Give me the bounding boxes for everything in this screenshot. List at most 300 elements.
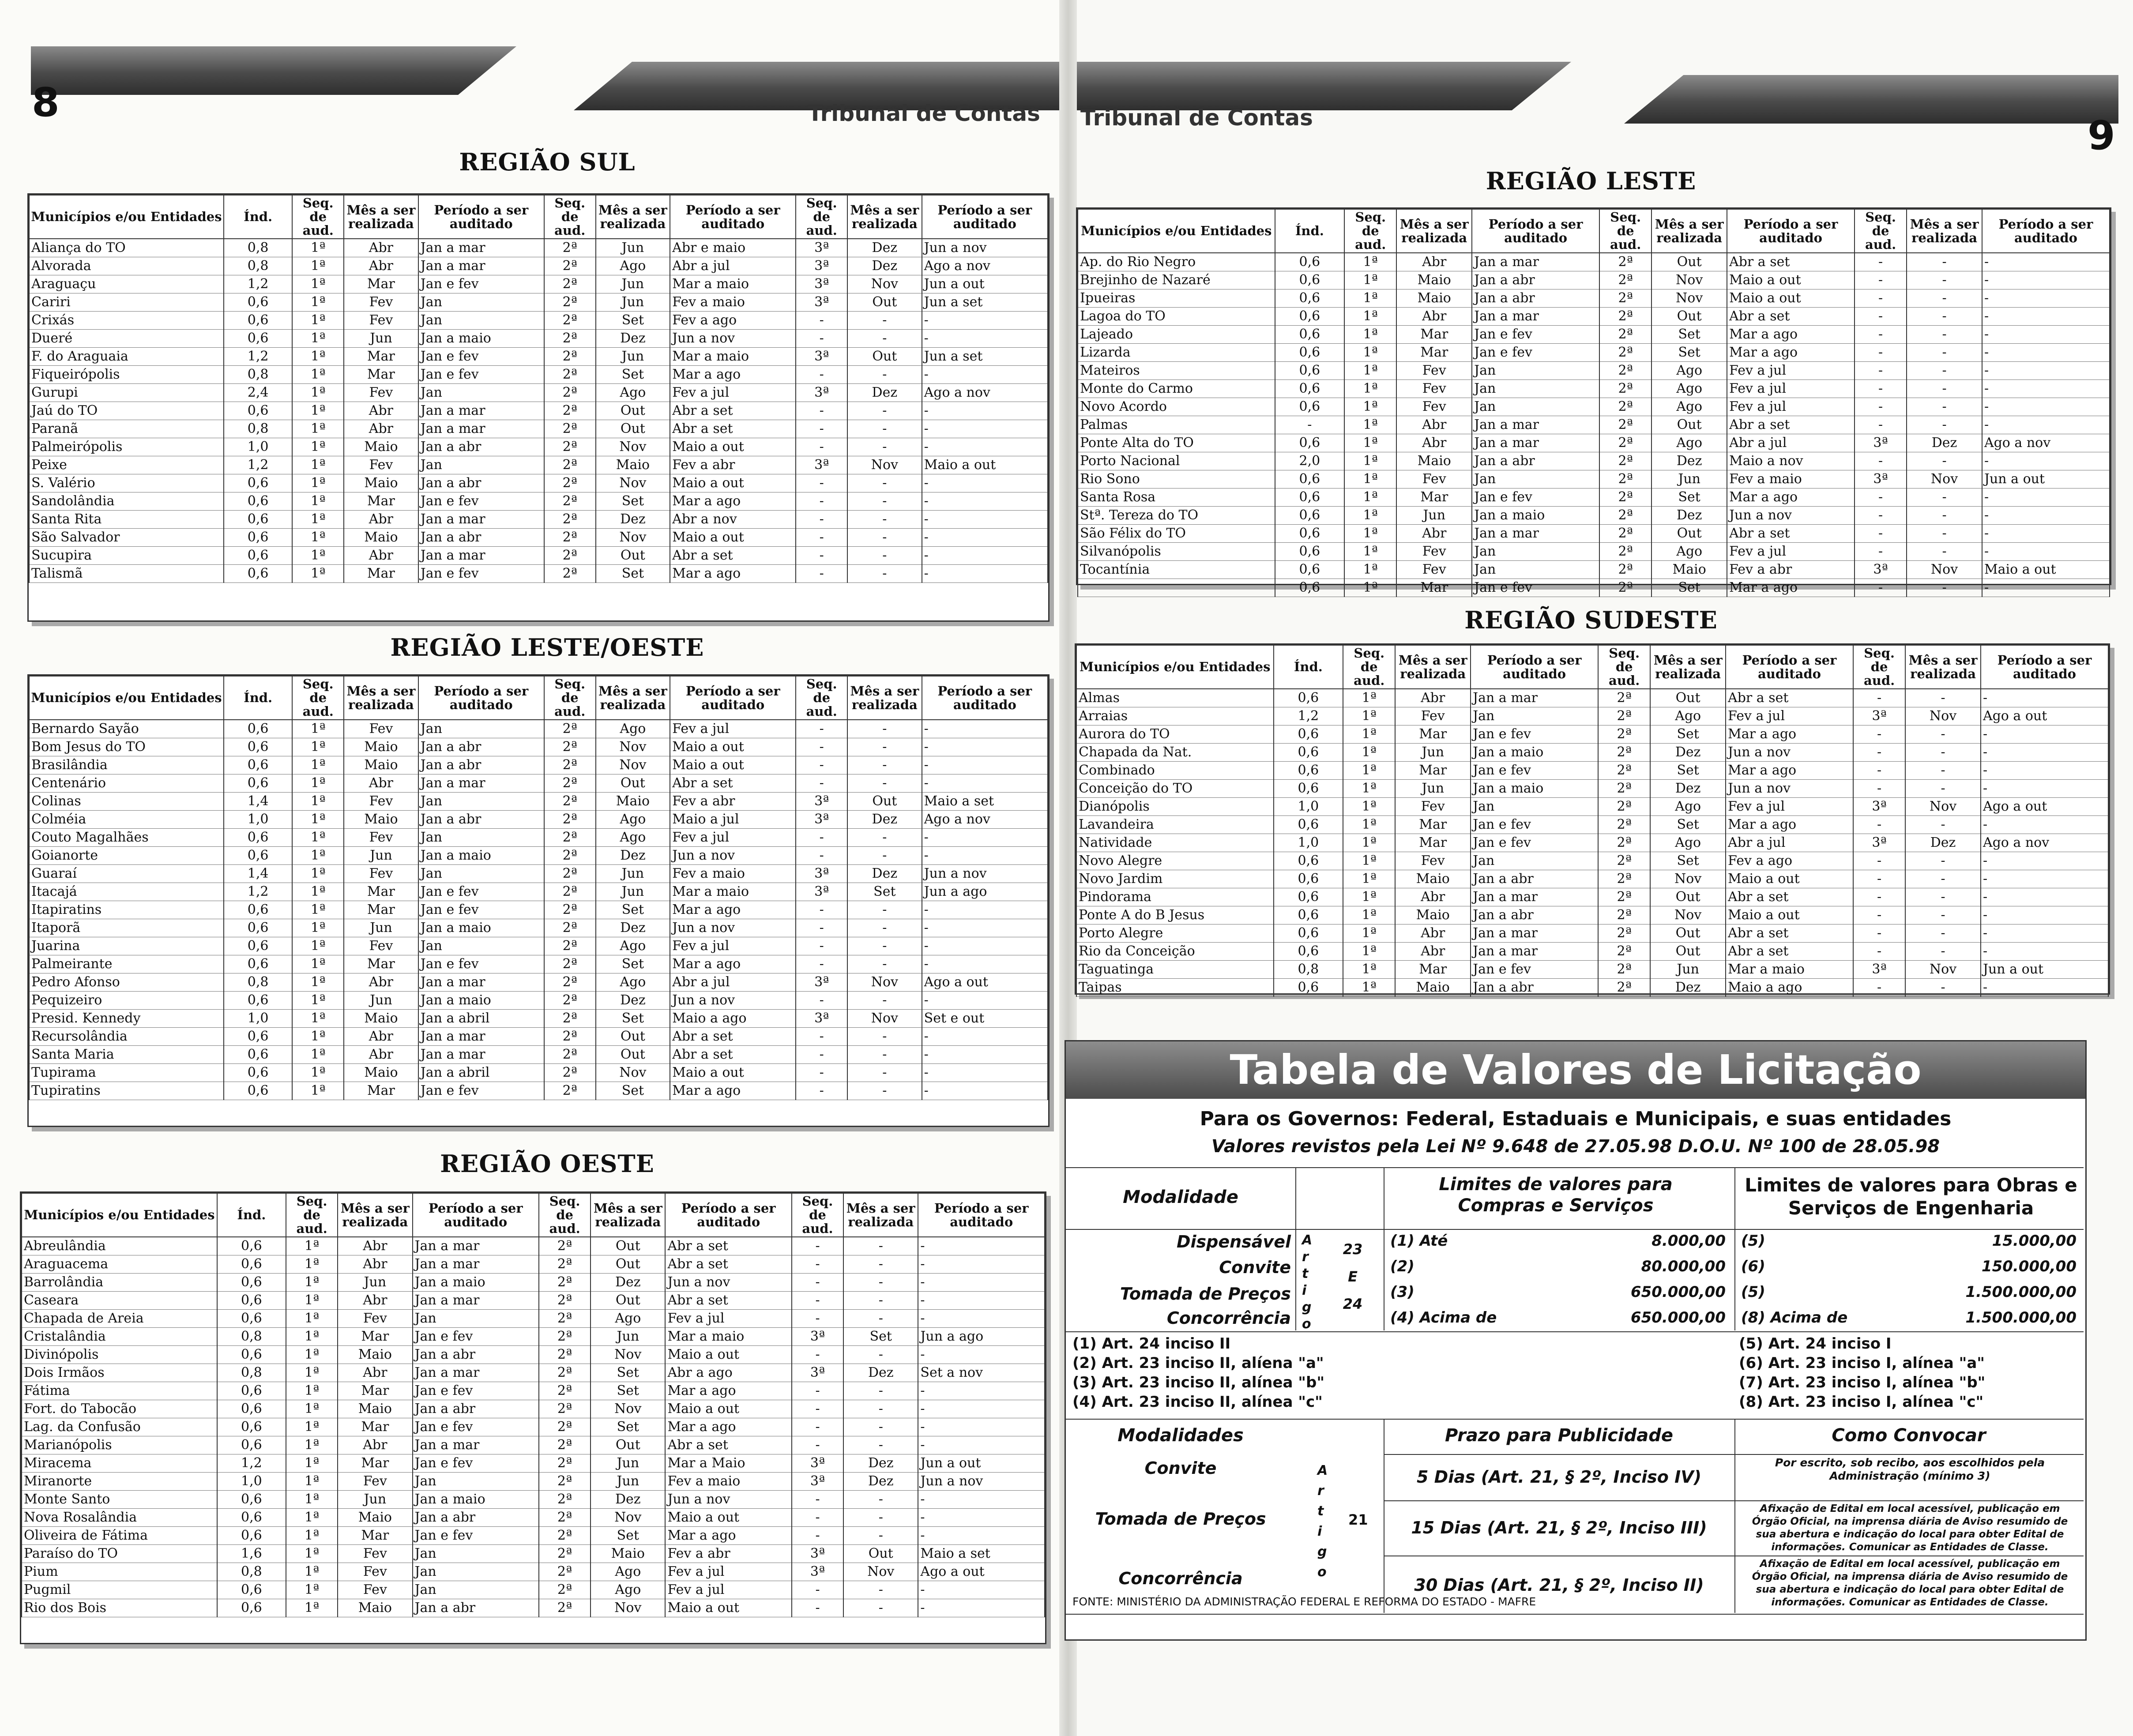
- table-row: [29, 239, 1048, 257]
- table-cell: Maio: [1395, 870, 1471, 888]
- table-cell: -: [796, 720, 847, 738]
- table-cell: São Salvador: [29, 529, 224, 547]
- table-row: [1076, 870, 2108, 888]
- table-cell: Ago a nov: [922, 257, 1048, 275]
- table-cell: Dez: [591, 1274, 665, 1292]
- table-row: [29, 1046, 1048, 1064]
- table-cell: Abr a set: [665, 1436, 791, 1454]
- table-cell: Abr a set: [1727, 416, 1855, 434]
- table-cell: Abr: [1395, 943, 1471, 961]
- table-cell: Nov: [596, 1064, 670, 1082]
- table-cell: Maio a out: [670, 1064, 796, 1082]
- table-cell: Maio a out: [670, 738, 796, 756]
- column-header-seq: Seq. de aud.: [1343, 645, 1395, 689]
- table-cell: Dez: [1650, 979, 1726, 997]
- table-cell: Jan a mar: [1472, 308, 1599, 326]
- table-cell: 1ª: [292, 992, 344, 1010]
- table-cell: Mar: [338, 1382, 412, 1400]
- table-cell: -: [1853, 762, 1905, 780]
- table-cell: Porto Alegre: [1076, 924, 1274, 943]
- table-cell: -: [1853, 870, 1905, 888]
- lic-artigo-2: A r t i g o: [1317, 1463, 1328, 1580]
- table-cell: Lavandeira: [1076, 816, 1274, 834]
- table-cell: Jun a nov: [665, 1274, 791, 1292]
- column-header-mes: Mês a ser realizada: [338, 1193, 412, 1237]
- table-cell: 1ª: [292, 239, 344, 257]
- table-cell: São Félix do TO: [1078, 525, 1275, 543]
- table-cell: Nov: [1650, 906, 1726, 924]
- table-cell: Combinado: [1076, 762, 1274, 780]
- table-cell: 1ª: [292, 937, 344, 955]
- table-cell: 1ª: [292, 1082, 344, 1100]
- table-cell: -: [922, 919, 1048, 937]
- table-row: [1078, 398, 2110, 416]
- table-cell: Set: [596, 565, 670, 583]
- table-cell: Fev a ago: [670, 312, 796, 330]
- table-cell: Lajeado: [1078, 326, 1275, 344]
- table-cell: 2ª: [544, 529, 596, 547]
- table-cell: Jun a nov: [922, 865, 1048, 883]
- table-cell: Jan a abr: [1471, 870, 1598, 888]
- table-cell: Marianópolis: [22, 1436, 217, 1454]
- table-cell: 2ª: [539, 1454, 591, 1473]
- table-cell: Ago: [1650, 834, 1726, 852]
- table-cell: 1,6: [217, 1545, 286, 1563]
- table-cell: 2ª: [544, 257, 596, 275]
- table-row: [1076, 798, 2108, 816]
- table-cell: 0,6: [1275, 579, 1345, 597]
- table-cell: -: [1905, 979, 1981, 997]
- table-cell: Cristalândia: [22, 1328, 217, 1346]
- table-cell: Jan e fev: [418, 901, 544, 919]
- table-row: [29, 955, 1048, 973]
- column-header-ind: Índ.: [224, 676, 293, 720]
- column-header-periodo: Período a ser auditado: [1727, 209, 1855, 253]
- table-cell: 2ª: [544, 420, 596, 438]
- table-row: [1078, 452, 2110, 470]
- table-cell: 1ª: [292, 901, 344, 919]
- compras-value: 80.000,00: [1641, 1258, 1726, 1275]
- table-cell: -: [922, 529, 1048, 547]
- table-cell: -: [796, 1046, 847, 1064]
- table-cell: Out: [591, 1436, 665, 1454]
- table-cell: Dez: [1650, 744, 1726, 762]
- table-row: [22, 1418, 1045, 1436]
- lic-convocar-tomada: Afixação de Edital em local acessível, publicação em Órgão Oficial, na imprensa diária de Aviso resumido de sua abertura e indicação do local para obter Edital de informações. Comunicar as Entidades de Classe.: [1752, 1503, 2068, 1553]
- table-cell: Jan a abril: [418, 1064, 544, 1082]
- table-cell: -: [1982, 271, 2110, 289]
- table-cell: Jan: [418, 720, 544, 738]
- column-header-seq: Seq. de aud.: [792, 1193, 843, 1237]
- table-row: [1078, 289, 2110, 308]
- table-cell: 2ª: [539, 1274, 591, 1292]
- table-cell: Fev: [344, 937, 418, 955]
- table-cell: Abr a set: [1727, 308, 1855, 326]
- lic-prazo-convite: 5 Dias (Art. 21, § 2º, Inciso IV): [1417, 1467, 1701, 1487]
- table-cell: Abr a set: [1726, 943, 1853, 961]
- table-cell: -: [1907, 380, 1982, 398]
- table-cell: -: [922, 511, 1048, 529]
- table-cell: 0,6: [217, 1310, 286, 1328]
- table-cell: Maio: [344, 756, 418, 774]
- table-cell: 1ª: [286, 1473, 338, 1491]
- table-cell: 0,6: [217, 1436, 286, 1454]
- table-cell: 0,6: [1275, 507, 1345, 525]
- table-cell: -: [796, 330, 847, 348]
- table-cell: 0,6: [1275, 470, 1345, 488]
- table-cell: -: [922, 1064, 1048, 1082]
- table-cell: 1ª: [1343, 744, 1395, 762]
- table-cell: Mar: [344, 565, 418, 583]
- table-cell: 1ª: [1344, 362, 1396, 380]
- table-cell: Set: [596, 366, 670, 384]
- column-header-municipio: Municípios e/ou Entidades: [22, 1193, 217, 1237]
- table-cell: 2ª: [544, 438, 596, 456]
- column-header-ind: Índ.: [1275, 209, 1345, 253]
- lic-col-obras: Limites de valores para Obras e Serviços de Engenharia: [1745, 1174, 2077, 1219]
- table-cell: Rio da Conceição: [1076, 943, 1274, 961]
- table-cell: -: [1855, 579, 1907, 597]
- table-cell: [1078, 579, 1275, 597]
- region-title-sul: REGIÃO SUL: [459, 148, 636, 176]
- table-cell: 0,6: [224, 1046, 293, 1064]
- table-cell: -: [918, 1581, 1045, 1599]
- table-cell: 1ª: [1344, 470, 1396, 488]
- table-cell: Mar: [1396, 326, 1472, 344]
- table-row: [29, 811, 1048, 829]
- table-cell: Jan a abr: [418, 756, 544, 774]
- table-cell: -: [1907, 543, 1982, 561]
- table-cell: Dez: [591, 1491, 665, 1509]
- table-cell: Jun: [591, 1473, 665, 1491]
- table-cell: -: [1853, 816, 1905, 834]
- table-cell: 2ª: [539, 1237, 591, 1255]
- table-cell: -: [847, 1046, 922, 1064]
- table-cell: Mar a ago: [1727, 326, 1855, 344]
- table-cell: -: [847, 1082, 922, 1100]
- table-cell: 1ª: [1343, 725, 1395, 744]
- table-cell: Fev a abr: [670, 456, 796, 474]
- table-cell: Fátima: [22, 1382, 217, 1400]
- lic-concorrencia-label: Concorrência: [1118, 1569, 1243, 1588]
- table-row: [29, 456, 1048, 474]
- table-cell: -: [922, 492, 1048, 511]
- table-cell: Palmeirante: [29, 955, 224, 973]
- table-cell: 1ª: [286, 1310, 338, 1328]
- table-cell: -: [847, 919, 922, 937]
- table-cell: Jun: [596, 293, 670, 312]
- table-cell: Tupiratins: [29, 1082, 224, 1100]
- table-cell: 0,8: [217, 1328, 286, 1346]
- table-cell: Jan: [1472, 398, 1599, 416]
- table-cell: -: [918, 1292, 1045, 1310]
- table-regiao-sudeste: [1075, 643, 2110, 995]
- table-cell: Fev: [338, 1545, 412, 1563]
- table-cell: Set: [596, 955, 670, 973]
- table-cell: 1ª: [292, 829, 344, 847]
- table-cell: Nov: [847, 1010, 922, 1028]
- table-cell: -: [1981, 870, 2108, 888]
- lic-prazo-concorrencia: 30 Dias (Art. 21, § 2º, Inciso II): [1414, 1575, 1704, 1595]
- lic-col-line-3: [1734, 1167, 1735, 1330]
- column-header-ind: Índ.: [217, 1193, 286, 1237]
- table-cell: -: [796, 756, 847, 774]
- table-cell: Mar: [338, 1454, 412, 1473]
- table-cell: Dez: [847, 865, 922, 883]
- table-cell: Palmas: [1078, 416, 1275, 434]
- table-cell: Ap. do Rio Negro: [1078, 253, 1275, 271]
- table-cell: -: [1907, 579, 1982, 597]
- table-cell: -: [1907, 271, 1982, 289]
- table-cell: Fev: [1396, 561, 1472, 579]
- table-cell: Jun a out: [1981, 961, 2108, 979]
- table-cell: Abr: [338, 1436, 412, 1454]
- table-cell: Ponte Alta do TO: [1078, 434, 1275, 452]
- column-header-mes: Mês a ser realizada: [1395, 645, 1471, 689]
- table-cell: -: [1853, 924, 1905, 943]
- table-cell: Out: [1650, 689, 1726, 707]
- region-title-sudeste: REGIÃO SUDESTE: [1464, 606, 1718, 634]
- table-cell: 2ª: [544, 937, 596, 955]
- table-cell: 2ª: [1598, 816, 1650, 834]
- table-cell: -: [1982, 289, 2110, 308]
- table-cell: Jan a mar: [1471, 943, 1598, 961]
- table-cell: Jan: [1472, 543, 1599, 561]
- column-header-mes: Mês a ser realizada: [1396, 209, 1472, 253]
- table-cell: Mar a ago: [670, 492, 796, 511]
- table-cell: Jan a mar: [413, 1436, 539, 1454]
- table-cell: 2ª: [544, 474, 596, 492]
- table-row: [29, 366, 1048, 384]
- table-cell: -: [918, 1418, 1045, 1436]
- table-row: [29, 1010, 1048, 1028]
- table-cell: -: [1982, 488, 2110, 507]
- table-cell: Nova Rosalândia: [22, 1509, 217, 1527]
- table-cell: 1ª: [1343, 961, 1395, 979]
- table-cell: 1ª: [286, 1382, 338, 1400]
- table-cell: Out: [1650, 888, 1726, 906]
- table-cell: 2ª: [544, 738, 596, 756]
- table-row: [1078, 507, 2110, 525]
- table-cell: Maio a out: [665, 1346, 791, 1364]
- table-cell: -: [843, 1581, 918, 1599]
- compras-note: (1) Art. 24 inciso II: [1072, 1335, 1231, 1353]
- table-cell: Abr: [344, 239, 418, 257]
- table-cell: Jan a mar: [418, 257, 544, 275]
- table-cell: Araguacema: [22, 1255, 217, 1274]
- table-cell: S. Valério: [29, 474, 224, 492]
- table-cell: Barrolândia: [22, 1274, 217, 1292]
- table-cell: 0,6: [224, 756, 293, 774]
- table-cell: 0,6: [224, 829, 293, 847]
- table-row: [1078, 271, 2110, 289]
- lic-modalidade-1: Convite: [1219, 1258, 1291, 1277]
- table-cell: 0,6: [217, 1237, 286, 1255]
- table-cell: Maio: [344, 529, 418, 547]
- compras-value: 8.000,00: [1651, 1232, 1726, 1250]
- table-cell: Abr: [1396, 434, 1472, 452]
- table-row: [29, 992, 1048, 1010]
- table-cell: Nov: [1650, 870, 1726, 888]
- table-cell: Jun a set: [922, 293, 1048, 312]
- table-cell: Maio: [344, 1064, 418, 1082]
- table-cell: -: [1982, 344, 2110, 362]
- table-cell: Jan a maio: [418, 919, 544, 937]
- column-header-seq: Seq. de aud.: [1853, 645, 1905, 689]
- table-cell: 1ª: [286, 1454, 338, 1473]
- table-cell: Jan: [1472, 380, 1599, 398]
- table-cell: 1,0: [1274, 798, 1343, 816]
- table-cell: Fev: [344, 829, 418, 847]
- table-cell: Ago: [1650, 707, 1726, 725]
- table-cell: -: [1982, 543, 2110, 561]
- table-row: [29, 738, 1048, 756]
- table-row: [22, 1237, 1045, 1255]
- table-cell: Dez: [847, 257, 922, 275]
- table-cell: 0,8: [224, 239, 293, 257]
- table-cell: Jun a nov: [1726, 744, 1853, 762]
- table-cell: Jun: [1651, 470, 1727, 488]
- table-cell: 1ª: [292, 438, 344, 456]
- table-cell: 2ª: [539, 1418, 591, 1436]
- table-cell: Maio: [1396, 452, 1472, 470]
- table-cell: -: [847, 438, 922, 456]
- running-title-right: Tribunal de Contas: [1080, 105, 1313, 131]
- table-cell: Ago a nov: [922, 811, 1048, 829]
- table-cell: Nov: [591, 1599, 665, 1617]
- table-cell: Out: [596, 402, 670, 420]
- table-row: [29, 829, 1048, 847]
- table-cell: -: [1855, 452, 1907, 470]
- table-cell: Oliveira de Fátima: [22, 1527, 217, 1545]
- table-cell: 1ª: [292, 1010, 344, 1028]
- table-cell: Jun a ago: [918, 1328, 1045, 1346]
- table-cell: Fev a maio: [670, 865, 796, 883]
- table-cell: -: [847, 738, 922, 756]
- table-cell: Jan a maio: [1472, 507, 1599, 525]
- table-cell: Fev a jul: [1727, 380, 1855, 398]
- table-cell: Fev: [344, 456, 418, 474]
- table-cell: -: [792, 1527, 843, 1545]
- table-cell: -: [1907, 289, 1982, 308]
- table-cell: -: [847, 474, 922, 492]
- table-cell: Nov: [1651, 271, 1727, 289]
- table-cell: 0,8: [1274, 961, 1343, 979]
- table-row: [29, 511, 1048, 529]
- table-cell: Jan a maio: [1471, 744, 1598, 762]
- table-cell: Fev a jul: [665, 1563, 791, 1581]
- table-cell: -: [1907, 525, 1982, 543]
- table-cell: 2ª: [539, 1563, 591, 1581]
- table-cell: 1,0: [224, 438, 293, 456]
- table-row: [29, 420, 1048, 438]
- table-cell: Maio a out: [670, 438, 796, 456]
- table-cell: 1ª: [292, 1064, 344, 1082]
- table-cell: Maio: [596, 456, 670, 474]
- table-cell: -: [1855, 416, 1907, 434]
- table-row: [29, 384, 1048, 402]
- column-header-mes: Mês a ser realizada: [843, 1193, 918, 1237]
- table-cell: 1,0: [1274, 834, 1343, 852]
- table-cell: Jun: [344, 992, 418, 1010]
- table-cell: Nov: [591, 1346, 665, 1364]
- table-cell: 2ª: [1598, 780, 1650, 798]
- table-cell: -: [1907, 362, 1982, 380]
- table-row: [1078, 362, 2110, 380]
- table-row: [22, 1274, 1045, 1292]
- column-header-periodo: Período a ser auditado: [1726, 645, 1853, 689]
- table-cell: -: [1905, 852, 1981, 870]
- table-cell: Jan a mar: [418, 511, 544, 529]
- table-cell: Jan e fev: [413, 1328, 539, 1346]
- table-cell: 0,6: [224, 937, 293, 955]
- table-cell: -: [792, 1400, 843, 1418]
- table-cell: 2ª: [544, 312, 596, 330]
- table-cell: -: [796, 919, 847, 937]
- table-cell: Nov: [596, 756, 670, 774]
- table-cell: Abreulândia: [22, 1237, 217, 1255]
- table-cell: Maio: [338, 1346, 412, 1364]
- table-cell: Nov: [596, 738, 670, 756]
- table-cell: -: [847, 756, 922, 774]
- table-cell: Maio a jul: [670, 811, 796, 829]
- table-cell: Fev: [1395, 852, 1471, 870]
- table-cell: 2ª: [1599, 525, 1651, 543]
- table-cell: 0,6: [224, 312, 293, 330]
- table-cell: 2ª: [539, 1364, 591, 1382]
- table-cell: Jan a mar: [418, 547, 544, 565]
- page-number-right: 9: [2088, 113, 2115, 159]
- table-cell: Abr: [338, 1255, 412, 1274]
- table-cell: -: [922, 312, 1048, 330]
- table-regiao-leste-oeste: [27, 674, 1050, 1127]
- table-cell: -: [1905, 689, 1981, 707]
- table-cell: -: [843, 1237, 918, 1255]
- table-cell: -: [847, 774, 922, 793]
- table-cell: Nov: [1907, 561, 1982, 579]
- table-cell: Jun a out: [1982, 470, 2110, 488]
- table-row: [22, 1491, 1045, 1509]
- table-cell: Jaú do TO: [29, 402, 224, 420]
- table-cell: 1ª: [1343, 689, 1395, 707]
- table-cell: Jan a abr: [413, 1509, 539, 1527]
- table-cell: Mar a ago: [1727, 579, 1855, 597]
- table-cell: Ago: [1650, 798, 1726, 816]
- table-cell: -: [847, 1028, 922, 1046]
- table-cell: Jan e fev: [418, 565, 544, 583]
- table-cell: 2ª: [539, 1310, 591, 1328]
- table-cell: Maio a set: [918, 1545, 1045, 1563]
- table-cell: -: [796, 474, 847, 492]
- table-cell: Abr: [1396, 525, 1472, 543]
- table-cell: Ago a out: [918, 1563, 1045, 1581]
- table-cell: Jan a mar: [413, 1237, 539, 1255]
- obras-label: (5): [1741, 1232, 1765, 1250]
- table-cell: Abr a set: [665, 1292, 791, 1310]
- table-cell: -: [796, 511, 847, 529]
- table-cell: 0,6: [217, 1292, 286, 1310]
- column-header-mes: Mês a ser realizada: [596, 676, 670, 720]
- table-cell: Nov: [1905, 707, 1981, 725]
- table-cell: 2ª: [1598, 852, 1650, 870]
- table-cell: 1ª: [292, 420, 344, 438]
- table-cell: Set: [596, 1010, 670, 1028]
- table-cell: -: [922, 1028, 1048, 1046]
- table-row: [22, 1545, 1045, 1563]
- table-cell: -: [1275, 416, 1345, 434]
- column-header-seq: Seq. de aud.: [1855, 209, 1907, 253]
- table-cell: Nov: [596, 474, 670, 492]
